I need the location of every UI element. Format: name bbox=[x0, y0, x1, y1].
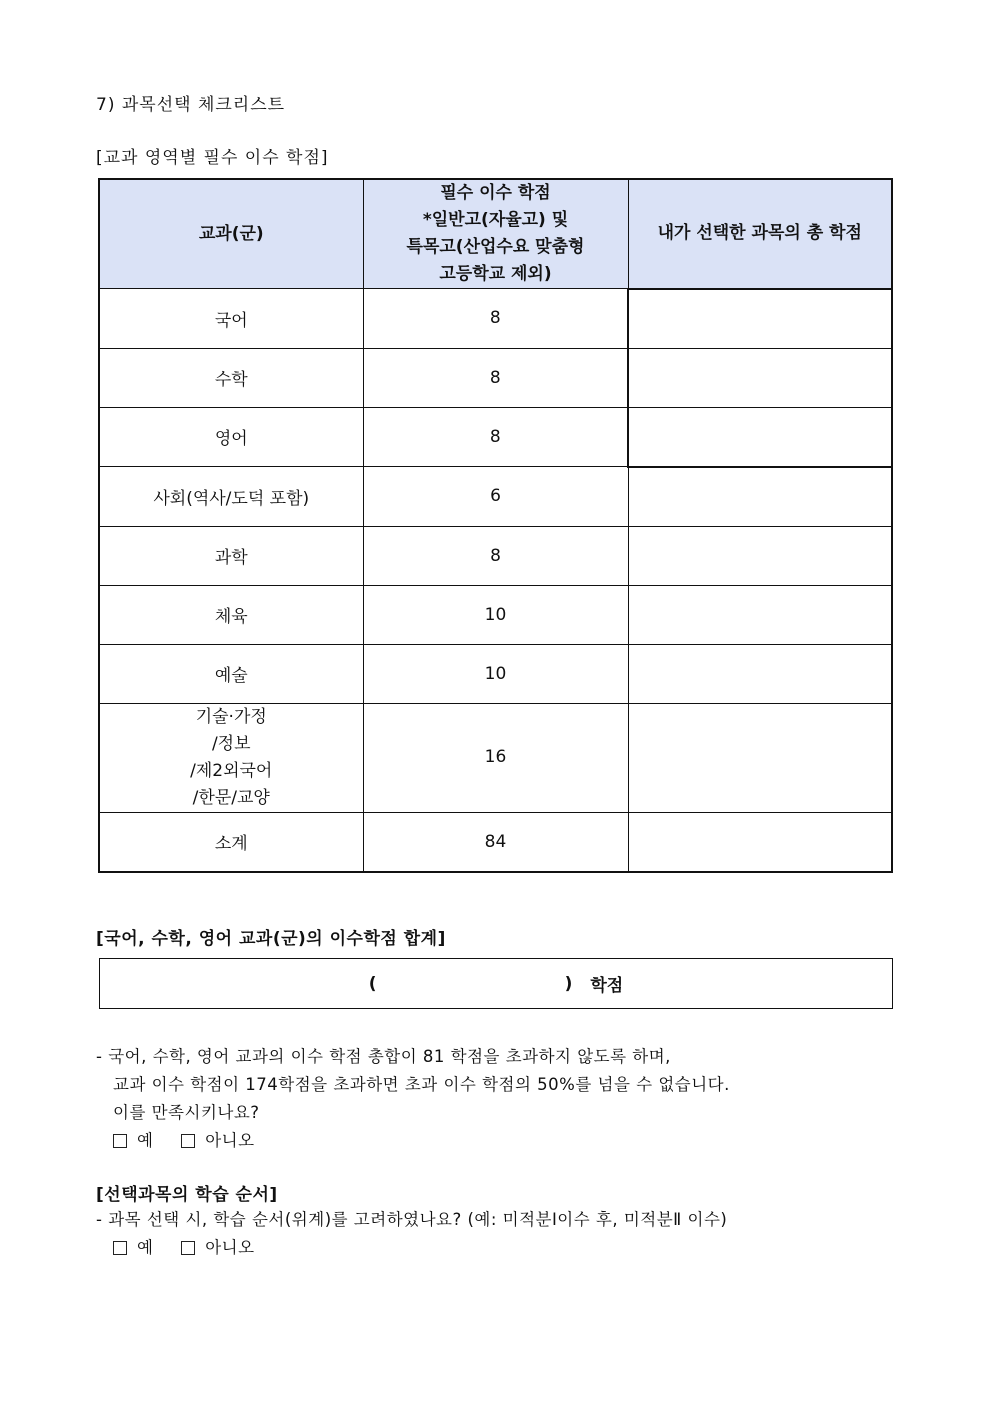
subject-line: 기술·가정 bbox=[195, 706, 267, 727]
header-required-line: 필수 이수 학점 bbox=[440, 183, 551, 203]
checkbox-row bbox=[96, 1234, 727, 1264]
table-header-row bbox=[99, 179, 892, 289]
header-required-line: 고등학교 제외) bbox=[439, 264, 552, 284]
subject-cell: 예술 bbox=[99, 644, 363, 703]
my-credits-input-tech[interactable] bbox=[628, 703, 892, 812]
my-credits-input-english[interactable] bbox=[628, 407, 892, 467]
my-credits-input-math[interactable] bbox=[628, 348, 892, 407]
credits-cell: 10 bbox=[363, 644, 628, 703]
order-title: [선택과목의 학습 순서] bbox=[96, 1185, 278, 1205]
header-required-line: *일반고(자율고) 및 bbox=[422, 210, 569, 230]
checkbox-row bbox=[96, 1127, 730, 1157]
my-credits-input-korean[interactable] bbox=[628, 289, 892, 349]
credits-cell: 6 bbox=[363, 467, 628, 527]
subject-cell: 소계 bbox=[99, 812, 363, 872]
table-row bbox=[99, 348, 892, 407]
credits-cell: 16 bbox=[363, 703, 628, 812]
sum-unit: 학점 bbox=[590, 976, 624, 996]
subject-cell: 체육 bbox=[99, 585, 363, 644]
yes-label: 예 bbox=[137, 1131, 154, 1150]
header-subject: 교과(군) bbox=[99, 179, 363, 289]
header-my-credits: 내가 선택한 과목의 총 학점 bbox=[628, 179, 892, 289]
checkbox-icon bbox=[113, 1134, 127, 1148]
credits-cell: 8 bbox=[363, 289, 628, 349]
yes-checkbox[interactable] bbox=[113, 1127, 153, 1155]
sum-title: [국어, 수학, 영어 교과(군)의 이수학점 합계] bbox=[96, 929, 446, 949]
open-paren: ( bbox=[368, 973, 377, 994]
table-row bbox=[99, 289, 892, 349]
subject-line: /정보 bbox=[211, 733, 251, 754]
order-note bbox=[96, 1206, 727, 1264]
subject-cell: 수학 bbox=[99, 348, 363, 407]
yes-checkbox[interactable] bbox=[113, 1234, 153, 1262]
table-row bbox=[99, 812, 892, 872]
subject-line: /제2외국어 bbox=[190, 760, 273, 781]
order-line: - 과목 선택 시, 학습 순서(위계)를 고려하였나요? (예: 미적분Ⅰ이수 후, 미적분Ⅱ 이수) bbox=[96, 1210, 728, 1229]
table-row bbox=[99, 407, 892, 467]
checkbox-icon bbox=[181, 1241, 195, 1255]
my-credits-input-pe[interactable] bbox=[628, 585, 892, 644]
checkbox-icon bbox=[181, 1134, 195, 1148]
checkbox-icon bbox=[113, 1241, 127, 1255]
my-credits-input-science[interactable] bbox=[628, 526, 892, 585]
no-label: 아니오 bbox=[205, 1131, 255, 1150]
table-caption: [교과 영역별 필수 이수 학점] bbox=[96, 148, 329, 168]
note-line: - 국어, 수학, 영어 교과의 이수 학점 총합이 81 학점을 초과하지 않도록 하며, bbox=[96, 1047, 671, 1066]
table-row bbox=[99, 526, 892, 585]
no-label: 아니오 bbox=[205, 1238, 255, 1257]
my-credits-input-arts[interactable] bbox=[628, 644, 892, 703]
required-credits-table bbox=[98, 178, 893, 873]
table-row bbox=[99, 467, 892, 527]
subject-cell: 영어 bbox=[99, 407, 363, 467]
yes-label: 예 bbox=[137, 1238, 154, 1257]
note-line: 교과 이수 학점이 174학점을 초과하면 초과 이수 학점의 50%를 넘을 수 없습니다. bbox=[113, 1075, 730, 1094]
header-required-credits bbox=[363, 179, 628, 289]
table-row bbox=[99, 644, 892, 703]
subject-line: /한문/교양 bbox=[192, 787, 270, 808]
credits-cell: 8 bbox=[363, 407, 628, 467]
note-line: 이를 만족시키나요? bbox=[113, 1103, 260, 1122]
table-row bbox=[99, 703, 892, 812]
subject-cell: 국어 bbox=[99, 289, 363, 349]
table-row bbox=[99, 585, 892, 644]
credits-cell: 84 bbox=[363, 812, 628, 872]
section-title: 7) 과목선택 체크리스트 bbox=[96, 95, 286, 115]
no-checkbox[interactable] bbox=[181, 1127, 254, 1155]
header-required-line: 특목고(산업수요 맞춤형 bbox=[406, 237, 585, 257]
my-credits-input-subtotal[interactable] bbox=[628, 812, 892, 872]
sum-credits-box[interactable] bbox=[99, 958, 893, 1009]
credits-cell: 8 bbox=[363, 348, 628, 407]
credit-limit-note bbox=[96, 1043, 730, 1157]
no-checkbox[interactable] bbox=[181, 1234, 254, 1262]
subject-cell: 사회(역사/도덕 포함) bbox=[99, 467, 363, 527]
close-paren: ) bbox=[564, 973, 573, 994]
credits-cell: 10 bbox=[363, 585, 628, 644]
credits-cell: 8 bbox=[363, 526, 628, 585]
subject-cell: 과학 bbox=[99, 526, 363, 585]
my-credits-input-social[interactable] bbox=[628, 467, 892, 527]
subject-cell bbox=[99, 703, 363, 812]
